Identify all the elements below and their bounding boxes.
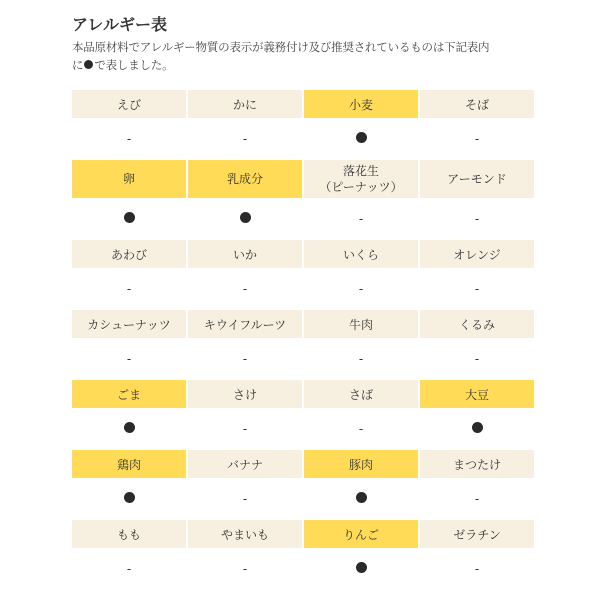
allergen-mark-cell <box>304 268 418 310</box>
allergen-name: えび <box>116 97 141 112</box>
allergen-name-cell <box>72 380 186 408</box>
allergen-name: 卵 <box>122 172 135 186</box>
allergen-name: やまいも <box>220 527 269 542</box>
allergen-mark-cell <box>420 338 534 380</box>
description-line-1: 本品原材料でアレルギー物質の表示が義務付け及び推奨されているものは下記表内 <box>72 40 490 54</box>
allergen-name: 大豆 <box>464 387 489 402</box>
allergen-mark-row <box>72 268 534 310</box>
allergen-name: もも <box>116 527 141 542</box>
allergen-name: 牛肉 <box>348 317 373 332</box>
allergen-mark-cell <box>72 118 186 160</box>
allergen-name-cell <box>304 520 418 548</box>
allergen-name-cell <box>72 310 186 338</box>
absent-mark: - <box>474 282 480 296</box>
present-dot-icon <box>356 492 367 503</box>
allergen-mark-cell <box>72 408 186 450</box>
absent-mark: - <box>242 352 248 366</box>
allergen-name-cell <box>188 240 302 268</box>
allergen-name-row <box>72 240 534 268</box>
allergen-name-cell <box>72 520 186 548</box>
absent-mark: - <box>474 492 480 506</box>
allergen-mark-cell <box>72 478 186 520</box>
allergen-mark-cell <box>72 198 186 240</box>
allergen-name-cell <box>72 160 186 198</box>
allergen-name: 落花生 <box>342 164 379 178</box>
present-dot-icon <box>124 212 135 223</box>
allergen-name: さけ <box>232 387 257 402</box>
allergen-mark-cell <box>188 118 302 160</box>
allergen-mark-cell <box>304 408 418 450</box>
allergen-mark-row <box>72 548 534 590</box>
allergen-name-cell <box>420 90 534 118</box>
allergen-name: そば <box>464 97 489 112</box>
absent-mark: - <box>358 212 364 226</box>
allergen-name: ゼラチン <box>453 527 501 542</box>
allergen-name-row <box>72 310 534 338</box>
absent-mark: - <box>126 352 132 366</box>
allergen-name: さば <box>348 387 373 402</box>
allergen-name: 小麦 <box>348 97 373 112</box>
absent-mark: - <box>474 212 480 226</box>
absent-mark: - <box>126 282 132 296</box>
allergen-name: バナナ <box>226 457 263 472</box>
allergen-name-cell <box>304 160 418 198</box>
allergen-name-cell <box>304 90 418 118</box>
allergen-name: キウイフルーツ <box>203 317 287 332</box>
allergen-name-row <box>72 450 534 478</box>
absent-mark: - <box>242 132 248 146</box>
allergen-name-cell <box>420 240 534 268</box>
allergen-name: 鶏肉 <box>116 457 141 472</box>
allergen-mark-cell <box>304 548 418 590</box>
absent-mark: - <box>358 282 364 296</box>
allergen-name: いか <box>232 247 257 262</box>
absent-mark: - <box>242 492 248 506</box>
allergen-mark-cell <box>420 268 534 310</box>
allergen-mark-cell <box>420 478 534 520</box>
allergen-mark-cell <box>304 198 418 240</box>
allergen-name: 乳成分 <box>226 172 263 186</box>
allergen-name-cell <box>188 90 302 118</box>
present-mark-legend-icon <box>84 60 93 69</box>
allergen-name-row <box>72 160 534 198</box>
allergen-mark-cell <box>188 338 302 380</box>
allergen-name: かに <box>232 97 257 112</box>
allergen-mark-cell <box>72 268 186 310</box>
present-dot-icon <box>472 422 483 433</box>
allergen-name: りんご <box>342 527 379 542</box>
allergen-name-cell <box>420 450 534 478</box>
absent-mark: - <box>474 352 480 366</box>
allergen-mark-cell <box>420 118 534 160</box>
allergen-name: あわび <box>110 247 147 262</box>
allergen-name-cell <box>72 240 186 268</box>
absent-mark: - <box>358 422 364 436</box>
allergen-mark-cell <box>304 338 418 380</box>
allergen-name-cell <box>304 310 418 338</box>
allergen-name-cell <box>304 450 418 478</box>
allergen-mark-cell <box>188 478 302 520</box>
allergen-mark-row <box>72 408 534 450</box>
allergen-mark-cell <box>304 478 418 520</box>
allergen-name: まつたけ <box>452 457 501 472</box>
description <box>72 38 542 74</box>
allergen-name-cell <box>188 450 302 478</box>
allergen-name: カシューナッツ <box>87 317 171 332</box>
allergen-mark-cell <box>420 408 534 450</box>
allergen-name-cell <box>420 160 534 198</box>
allergen-name-sub: （ピーナッツ） <box>319 180 403 194</box>
allergen-name-cell <box>420 310 534 338</box>
page-title: アレルギー表 <box>72 15 167 34</box>
allergen-mark-cell <box>188 548 302 590</box>
allergen-name-cell <box>420 520 534 548</box>
allergen-mark-row <box>72 478 534 520</box>
allergen-mark-row <box>72 118 534 160</box>
description-line-2-post: で表しました。 <box>94 58 174 72</box>
present-dot-icon <box>356 132 367 143</box>
allergen-mark-cell <box>72 338 186 380</box>
allergen-name-cell <box>304 380 418 408</box>
allergen-name-cell <box>188 310 302 338</box>
allergen-mark-cell <box>72 548 186 590</box>
allergen-mark-cell <box>420 548 534 590</box>
allergen-name-row <box>72 90 534 118</box>
allergen-mark-cell <box>188 408 302 450</box>
allergen-mark-cell <box>188 268 302 310</box>
allergen-name-cell <box>304 240 418 268</box>
allergen-name: 豚肉 <box>348 457 373 472</box>
allergen-name-row <box>72 520 534 548</box>
absent-mark: - <box>242 422 248 436</box>
absent-mark: - <box>474 562 480 576</box>
allergen-name-cell <box>420 380 534 408</box>
absent-mark: - <box>126 562 132 576</box>
present-dot-icon <box>356 562 367 573</box>
present-dot-icon <box>124 422 135 433</box>
absent-mark: - <box>474 132 480 146</box>
absent-mark: - <box>126 132 132 146</box>
allergen-name-cell <box>188 520 302 548</box>
allergen-name-cell <box>188 160 302 198</box>
allergen-name: くるみ <box>458 317 495 332</box>
present-dot-icon <box>240 212 251 223</box>
allergen-name-cell <box>72 450 186 478</box>
absent-mark: - <box>242 282 248 296</box>
allergen-name: いくら <box>342 247 379 262</box>
allergy-table <box>70 90 536 590</box>
allergen-name: ごま <box>116 387 141 402</box>
present-dot-icon <box>124 492 135 503</box>
allergen-name-row <box>72 380 534 408</box>
allergen-mark-cell <box>188 198 302 240</box>
absent-mark: - <box>358 352 364 366</box>
allergen-name: アーモンド <box>447 172 507 186</box>
allergen-name: オレンジ <box>453 247 501 262</box>
allergen-mark-cell <box>420 198 534 240</box>
absent-mark: - <box>242 562 248 576</box>
allergen-name-cell <box>72 90 186 118</box>
allergen-mark-cell <box>304 118 418 160</box>
allergen-mark-row <box>72 198 534 240</box>
description-line-2-pre: に <box>72 58 84 72</box>
allergen-mark-row <box>72 338 534 380</box>
allergen-name-cell <box>188 380 302 408</box>
